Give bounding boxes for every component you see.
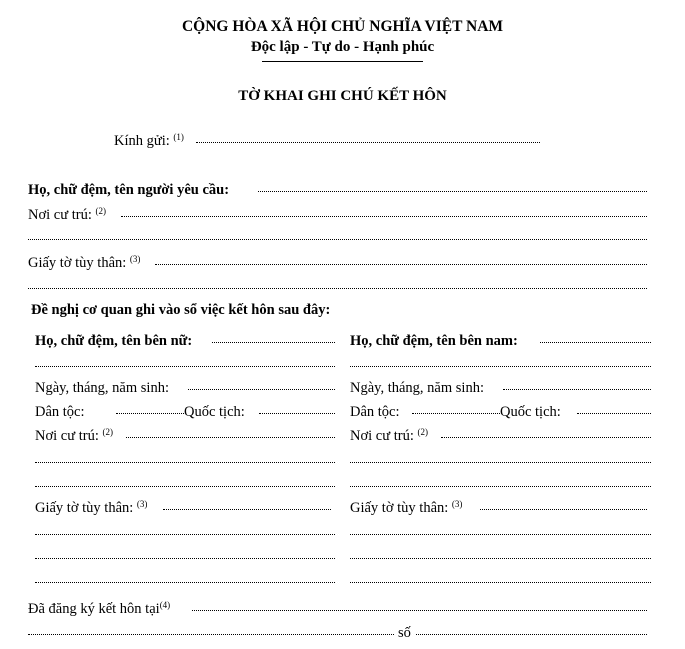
request-statement: Đề nghị cơ quan ghi vào sổ việc kết hôn sau đây: <box>31 302 331 318</box>
bride-id-field[interactable] <box>163 507 331 510</box>
requester-id-label: Giấy tờ tùy thân: $^{(3)}$ <box>28 254 141 271</box>
motto-underline <box>262 61 423 62</box>
groom-residence-field[interactable] <box>441 435 651 438</box>
bride-residence-field-3[interactable] <box>35 484 335 487</box>
bride-name-label: Họ, chữ đệm, tên bên nữ: <box>35 333 193 349</box>
groom-ethnicity-label: Dân tộc: <box>350 404 400 420</box>
bride-residence-field[interactable] <box>126 435 335 438</box>
national-motto: Độc lập - Tự do - Hạnh phúc <box>250 39 435 55</box>
bride-residence-field-2[interactable] <box>35 460 335 463</box>
groom-id-label: Giấy tờ tùy thân: $^{(3)}$ <box>350 499 463 516</box>
groom-id-field-2[interactable] <box>350 532 651 535</box>
number-label: số <box>398 625 411 641</box>
recipient-field[interactable] <box>196 140 540 143</box>
bride-nationality-field[interactable] <box>259 411 335 414</box>
groom-birth-field[interactable] <box>503 387 651 390</box>
groom-ethnicity-field[interactable] <box>412 411 500 414</box>
groom-nationality-label: Quốc tịch: <box>500 404 561 420</box>
bride-id-label: Giấy tờ tùy thân: $^{(3)}$ <box>35 499 148 516</box>
registered-at-field-2[interactable] <box>28 632 394 635</box>
registered-at-label: Đã đăng ký kết hôn tại$^{(4)}$ <box>28 600 171 617</box>
requester-id-field[interactable] <box>155 262 647 265</box>
groom-residence-label: Nơi cư trú: $^{(2)}$ <box>350 427 428 444</box>
requester-id-field-2[interactable] <box>28 286 647 289</box>
requester-residence-label: Nơi cư trú: $^{(2)}$ <box>28 206 106 223</box>
groom-name-field-2[interactable] <box>350 364 651 367</box>
groom-residence-field-2[interactable] <box>350 460 651 463</box>
requester-residence-field-2[interactable] <box>28 237 647 240</box>
bride-ethnicity-field[interactable] <box>116 411 184 414</box>
bride-birth-field[interactable] <box>188 387 335 390</box>
groom-name-label: Họ, chữ đệm, tên bên nam: <box>350 333 518 349</box>
bride-name-field-2[interactable] <box>35 364 335 367</box>
footnote-ref-1: (1) <box>173 132 184 142</box>
requester-name-field[interactable] <box>258 189 647 192</box>
country-name: CỘNG HÒA XÃ HỘI CHỦ NGHĨA VIỆT NAM <box>181 18 504 35</box>
bride-name-field[interactable] <box>212 340 335 343</box>
recipient-label: Kính gửi: $^{(1)}$ <box>114 132 184 149</box>
bride-ethnicity-label: Dân tộc: <box>35 404 85 420</box>
bride-birth-label: Ngày, tháng, năm sinh: <box>35 380 169 396</box>
form-title: TỜ KHAI GHI CHÚ KẾT HÔN <box>238 88 447 104</box>
registration-number-field[interactable] <box>416 632 647 635</box>
groom-id-field[interactable] <box>480 507 647 510</box>
groom-nationality-field[interactable] <box>577 411 651 414</box>
requester-residence-field[interactable] <box>121 214 647 217</box>
registered-at-field[interactable] <box>192 608 647 611</box>
bride-id-field-4[interactable] <box>35 580 335 583</box>
bride-nationality-label: Quốc tịch: <box>184 404 245 420</box>
groom-name-field[interactable] <box>540 340 651 343</box>
bride-id-field-2[interactable] <box>35 532 335 535</box>
bride-id-field-3[interactable] <box>35 556 335 559</box>
requester-name-label: Họ, chữ đệm, tên người yêu cầu: <box>28 182 230 198</box>
groom-residence-field-3[interactable] <box>350 484 651 487</box>
groom-birth-label: Ngày, tháng, năm sinh: <box>350 380 484 396</box>
groom-id-field-4[interactable] <box>350 580 651 583</box>
groom-id-field-3[interactable] <box>350 556 651 559</box>
bride-residence-label: Nơi cư trú: $^{(2)}$ <box>35 427 113 444</box>
